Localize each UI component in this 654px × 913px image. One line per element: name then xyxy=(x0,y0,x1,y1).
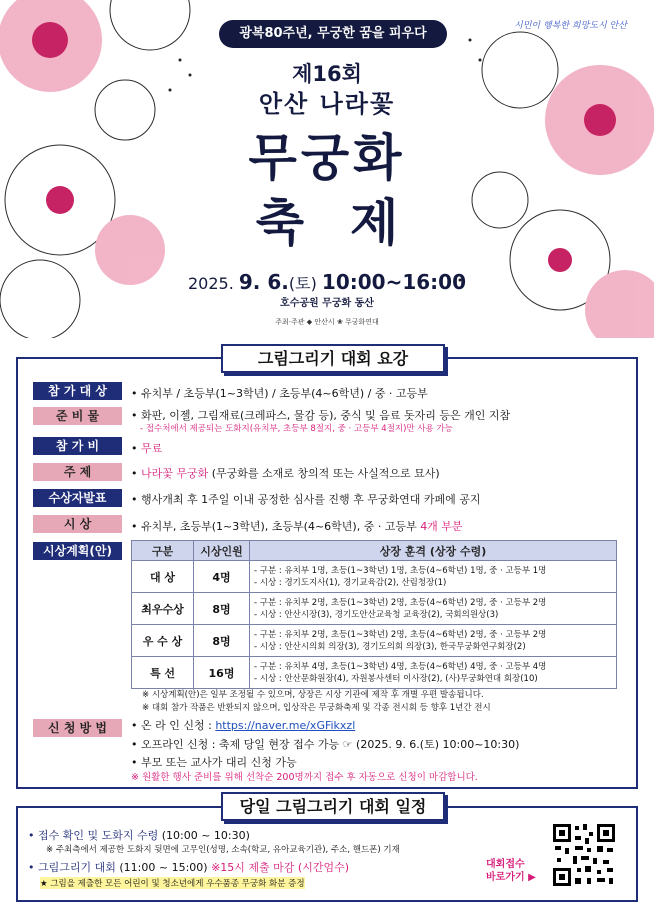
award-notes xyxy=(142,689,491,715)
hosts-line xyxy=(0,317,654,327)
apply-online-link[interactable]: https://naver.me/xGFikxzl xyxy=(215,719,356,732)
detail-line2: - 시상 : 경기도지사(1), 경기교육감(2), 산림청장(1) xyxy=(254,577,447,588)
hosts-label: 주최·주관 xyxy=(275,318,305,326)
theme-value: 나라꽃 무궁화 xyxy=(141,467,209,480)
award-note-2: ※ 대회 참가 작품은 반환되지 않으며, 입상작은 무궁화축제 및 각종 전시회 등 향후 1년간 전시 xyxy=(142,703,491,713)
fee-value: 무료 xyxy=(141,442,163,455)
winners-announce-text: • 행사개최 후 1주일 이내 공정한 심사를 진행 후 무궁화연대 카페에 공지 xyxy=(131,493,481,506)
schedule-item-1-time: (10:00 ~ 10:30) xyxy=(158,829,250,842)
fee-text xyxy=(131,440,162,456)
detail-line2: - 시상 : 안산문화원장(4), 자원봉사센터 이사장(2), (사)무궁화연대 회장(10) xyxy=(254,673,538,684)
mugunghwa-logo: ❀ xyxy=(336,318,343,326)
hero-title-line1: 무궁화 xyxy=(248,129,406,187)
awards-divisions: • 유치부, 초등부(1~3학년), 초등부(4~6학년), 중 · 고등부 xyxy=(131,520,421,533)
apply-warning: ※ 원활한 행사 준비를 위해 선착순 200명까지 접수 후 자동으로 신청이 마감합니다. xyxy=(131,772,478,783)
table-row xyxy=(132,561,617,593)
col-grade: 구분 xyxy=(132,541,194,561)
count-cell: 8명 xyxy=(194,593,250,625)
detail-line2: - 시상 : 안산시의회 의장(3), 경기도의회 의장(3), 한국무궁화연구회장(2) xyxy=(254,641,526,652)
label-award-plan: 시상계획(안) xyxy=(33,542,122,560)
eligibility-text: • 유치부 / 초등부(1~3학년) / 초등부(4~6학년) / 중 · 고등부 xyxy=(131,387,428,400)
count-cell: 8명 xyxy=(194,625,250,657)
label-theme: 주 제 xyxy=(33,463,122,481)
label-application: 신 청 방 법 xyxy=(33,719,122,737)
apply-online-label: • 온 라 인 신청 : xyxy=(131,719,216,732)
festival-date xyxy=(0,270,654,294)
host-mugunghwa: 무궁화연대 xyxy=(344,318,379,326)
theme-bullet: • xyxy=(131,467,141,480)
award-plan-table xyxy=(131,540,617,689)
qr-caption-line1: 대회접수 xyxy=(486,859,525,870)
schedule-item-2-time: (11:00 ~ 15:00) xyxy=(115,861,208,874)
theme-text xyxy=(131,465,440,481)
date-year: 2025. xyxy=(187,274,234,293)
schedule-item-2-label: • 그림그리기 대회 xyxy=(28,861,116,874)
date-time: 10:00~16:00 xyxy=(321,270,467,294)
table-row xyxy=(132,657,617,689)
schedule-item-2-note: ★ 그림을 제출한 모든 어린이 및 청소년에게 우수품종 무궁화 화분 증정 xyxy=(40,879,305,889)
table-row xyxy=(132,593,617,625)
detail-cell xyxy=(250,657,617,689)
hero-title-line2: 축제 xyxy=(255,194,445,252)
grade-cell: 우 수 상 xyxy=(132,625,194,657)
table-header-row xyxy=(132,541,617,561)
date-weekday: (토) xyxy=(288,274,317,293)
schedule-item-2-deadline: ※15시 제출 마감 (시간엄수) xyxy=(207,861,349,874)
col-count: 시상인원 xyxy=(194,541,250,561)
slogan-banner: 광복80주년, 무궁한 꿈을 피우다 xyxy=(219,20,447,48)
label-awards: 시 상 xyxy=(33,515,122,533)
apply-proxy: • 부모 또는 교사가 대리 신청 가능 xyxy=(131,756,297,769)
apply-offline: • 오프라인 신청 : 축제 당일 현장 접수 가능 ☞ (2025. 9. 6.(토) 10:00~10:30) xyxy=(131,738,520,751)
count-cell: 4명 xyxy=(194,561,250,593)
detail-line1: - 구분 : 유치부 1명, 초등(1~3학년) 1명, 초등(4~6학년) 1명, 중 · 고등부 1명 xyxy=(254,565,547,576)
detail-line1: - 구분 : 유치부 4명, 초등(1~3학년) 4명, 초등(4~6학년) 4명, 중 · 고등부 4명 xyxy=(254,661,547,672)
fee-bullet: • xyxy=(131,442,141,455)
detail-cell xyxy=(250,625,617,657)
qr-caption-line2: 바로가기 ▶ xyxy=(486,872,536,883)
detail-line1: - 구분 : 유치부 2명, 초등(1~3학년) 2명, 초등(4~6학년) 2명, 중 · 고등부 2명 xyxy=(254,629,547,640)
detail-cell xyxy=(250,561,617,593)
festival-venue: 호수공원 무궁화 동산 xyxy=(280,298,374,309)
schedule-item-1-label: • 접수 확인 및 도화지 수령 xyxy=(28,829,159,842)
count-cell: 16명 xyxy=(194,657,250,689)
detail-line2: - 시상 : 안산시장(3), 경기도안산교육청 교육장(2), 국회의원상(3) xyxy=(254,609,499,620)
qr-caption xyxy=(486,858,536,884)
registration-qr-code[interactable] xyxy=(551,822,617,888)
theme-desc: (무궁화를 소재로 창의적 또는 사실적으로 묘사) xyxy=(208,467,440,480)
label-supplies: 준 비 물 xyxy=(33,407,122,425)
awards-text xyxy=(131,518,463,534)
detail-line1: - 구분 : 유치부 2명, 초등(1~3학년) 2명, 초등(4~6학년) 2명, 중 · 고등부 2명 xyxy=(254,597,547,608)
date-month-day: 9. 6. xyxy=(238,270,289,294)
apply-online xyxy=(131,717,355,733)
label-eligibility: 참 가 대 상 xyxy=(33,382,122,400)
table-row xyxy=(132,625,617,657)
detail-cell xyxy=(250,593,617,625)
award-note-1: ※ 시상계획(안)은 일부 조정될 수 있으며, 상장은 시상 기관에 제작 후 개별 우편 발송됩니다. xyxy=(142,690,484,700)
festival-edition: 제16회 xyxy=(292,62,362,86)
schedule-item-1-note: ※ 주최측에서 제공한 도화지 뒷면에 고무인(성명, 소속(학교, 유아교육기관), 주소, 핸드폰) 기재 xyxy=(46,845,400,855)
grade-cell: 최우수상 xyxy=(132,593,194,625)
grade-cell: 특 선 xyxy=(132,657,194,689)
grade-cell: 대 상 xyxy=(132,561,194,593)
col-award-detail: 상장 훈격 (상장 수령) xyxy=(250,541,617,561)
host-ansan: 안산시 xyxy=(314,318,335,326)
label-winners-announce: 수상자발표 xyxy=(33,489,122,507)
festival-poster xyxy=(0,0,654,338)
ansan-logo: ◆ xyxy=(306,318,313,326)
supplies-text: • 화판, 이젤, 그림재료(크레파스, 물감 등), 중식 및 음료 돗자리 등은 개인 지참 xyxy=(131,409,511,422)
contest-guide-title: 그림그리기 대회 요강 xyxy=(221,344,445,373)
schedule-item-2 xyxy=(28,859,349,875)
schedule-title: 당일 그림그리기 대회 일정 xyxy=(221,792,445,821)
festival-name: 안산 나라꽃 xyxy=(258,90,396,118)
schedule-item-1 xyxy=(28,827,250,843)
awards-count: 4개 부분 xyxy=(420,520,463,533)
city-brand: 시민이 행복한 희망도시 안산 xyxy=(514,21,627,31)
label-fee: 참 가 비 xyxy=(33,437,122,455)
supplies-note: - 접수처에서 제공되는 도화지(유치부, 초등부 8절지, 중 · 고등부 4절지)만 사용 가능 xyxy=(140,424,453,434)
